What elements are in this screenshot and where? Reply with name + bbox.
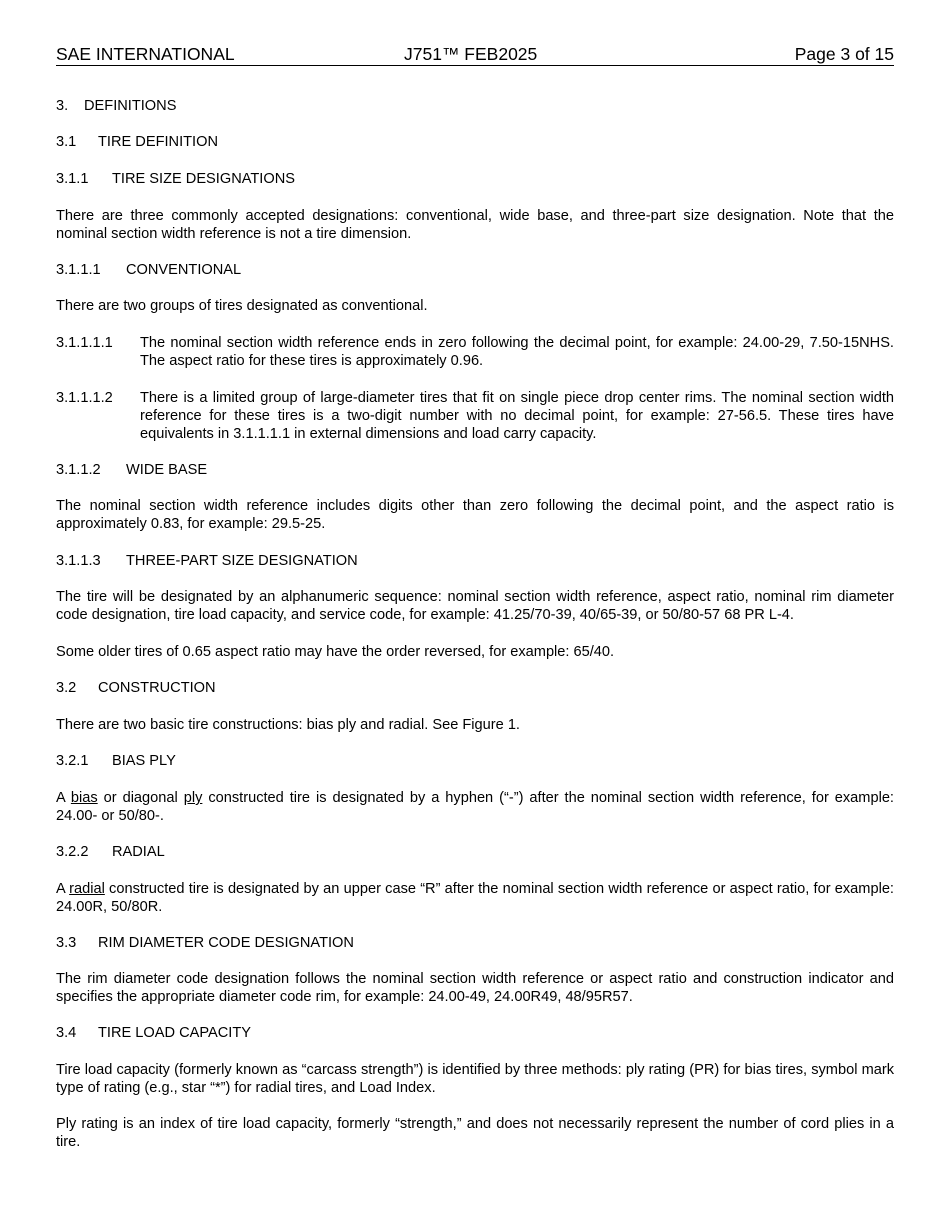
paragraph-3-1-1-3-b: Some older tires of 0.65 aspect ratio may have the order reversed, for example: 65/40. (56, 644, 615, 660)
heading-number: 3.4 (56, 1025, 77, 1041)
paragraph-3-1-1-1: There are two groups of tires designated as conventional. (56, 298, 428, 314)
clause-text: There is a limited group of large-diameter tires that fit on single piece drop center rims. The nominal section width reference for these tires is a two-digit number with no decimal point, for example: 27-56.5. These tires have equivalents in 3.1.1.1.1 in external dimensions and load carry capacity. (140, 390, 894, 442)
paragraph-3-1-1-2: The nominal section width reference includes digits other than zero following the decimal point, and the aspect ratio is approximately 0.83, for example: 29.5-25. (56, 498, 894, 532)
heading-title: BIAS PLY (112, 753, 176, 769)
text-run: A (56, 881, 70, 897)
term-bias: bias (70, 790, 98, 806)
heading-title: CONSTRUCTION (98, 680, 216, 696)
paragraph-3-4-a: Tire load capacity (formerly known as “carcass strength”) is identified by three methods: ply rating (PR) for bias tires, symbol mark type of rating (e.g., star “*”) for radial tires, and Load Index. (56, 1062, 894, 1096)
page-header (56, 43, 894, 66)
clause-number: 3.1.1.1.1 (56, 335, 113, 351)
header-page-number: Page 3 of 15 (794, 44, 894, 64)
heading-number: 3.1.1.3 (56, 553, 101, 569)
text-run: constructed tire is designated by a hyphen (“-”) after the nominal section width reference, for example: 24.00- or 50/80-. (56, 790, 894, 824)
header-doc-id: J751™ FEB2025 (404, 44, 538, 64)
heading-number: 3.1.1 (56, 171, 89, 187)
term-radial: radial (69, 881, 105, 897)
heading-3-2 (56, 679, 894, 697)
heading-3-2-2 (56, 843, 894, 861)
heading-3-1-1-3 (56, 552, 894, 570)
heading-3-1-1-1 (56, 261, 894, 279)
heading-title: TIRE DEFINITION (98, 134, 218, 150)
heading-title: RIM DIAMETER CODE DESIGNATION (98, 935, 354, 951)
heading-number: 3.2.1 (56, 753, 89, 769)
paragraph-3-1-1-3-a: The tire will be designated by an alphanumeric sequence: nominal section width reference, aspect ratio, nominal rim diameter code designation, tire load capacity, and service code, for example: 41.25/70-39, 40/65-39, or 50/80-57 68 PR L-4. (56, 589, 894, 623)
heading-number: 3.2.2 (56, 844, 89, 860)
term-ply: ply (183, 790, 203, 806)
heading-number: 3. (56, 98, 69, 114)
heading-number: 3.1 (56, 134, 77, 150)
clause-text: The nominal section width reference ends in zero following the decimal point, for example: 24.00-29, 7.50-15NHS. The aspect ratio for these tires is approximately 0.96. (140, 335, 894, 369)
heading-number: 3.3 (56, 935, 77, 951)
header-org: SAE INTERNATIONAL (56, 44, 235, 64)
heading-number: 3.1.1.1 (56, 262, 101, 278)
heading-3-4 (56, 1024, 894, 1042)
heading-title: DEFINITIONS (84, 98, 177, 114)
heading-number: 3.1.1.2 (56, 462, 101, 478)
heading-title: THREE-PART SIZE DESIGNATION (126, 553, 358, 569)
heading-title: CONVENTIONAL (126, 262, 242, 278)
heading-3-1-1 (56, 170, 894, 188)
heading-3 (56, 97, 894, 115)
paragraph-3-4-b: Ply rating is an index of tire load capacity, formerly “strength,” and does not necessarily represent the number of cord plies in a tire. (56, 1116, 894, 1150)
paragraph-3-2-1 (56, 789, 894, 825)
heading-title: RADIAL (112, 844, 165, 860)
text-run: constructed tire is designated by an upper case “R” after the nominal section width reference or aspect ratio, for example: 24.00R, 50/80R. (56, 881, 894, 915)
text-run: A (56, 790, 71, 806)
heading-title: TIRE SIZE DESIGNATIONS (112, 171, 295, 187)
heading-3-1-1-2 (56, 461, 894, 479)
text-run: or diagonal (97, 790, 184, 806)
heading-title: TIRE LOAD CAPACITY (98, 1025, 251, 1041)
clause-number: 3.1.1.1.2 (56, 390, 113, 406)
heading-3-1 (56, 133, 894, 151)
heading-title: WIDE BASE (126, 462, 208, 478)
paragraph-3-3: The rim diameter code designation follows the nominal section width reference or aspect ratio and construction indicator and specifies the appropriate diameter code rim, for example: 24.00-49, 24.00R49, 48/95R57. (56, 971, 894, 1005)
heading-number: 3.2 (56, 680, 77, 696)
heading-3-3 (56, 934, 894, 952)
clause-3-1-1-1-2 (56, 389, 894, 443)
paragraph-3-1-1: There are three commonly accepted designations: conventional, wide base, and three-part size designation. Note that the nominal section width reference is not a tire dimension. (56, 208, 894, 242)
clause-3-1-1-1-1 (56, 334, 894, 370)
paragraph-3-2: There are two basic tire constructions: bias ply and radial. See Figure 1. (56, 717, 520, 733)
heading-3-2-1 (56, 752, 894, 770)
paragraph-3-2-2 (56, 880, 894, 916)
